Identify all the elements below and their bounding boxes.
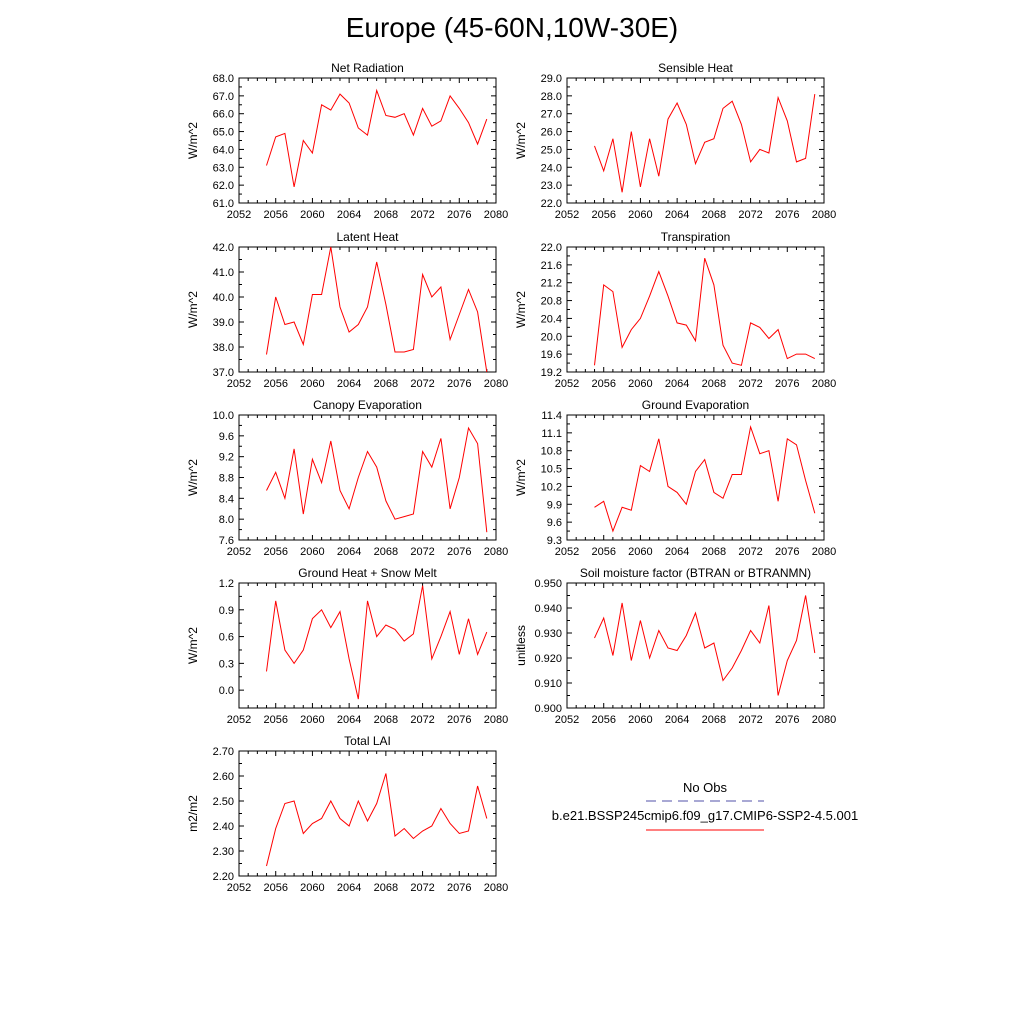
y-tick-label: 8.8: [218, 472, 234, 485]
y-axis-label: W/m^2: [514, 459, 528, 496]
plot-frame: [239, 247, 496, 372]
y-tick-label: 20.4: [540, 313, 562, 326]
x-tick-label: 2056: [263, 546, 288, 558]
y-axis-label: unitless: [514, 625, 528, 666]
x-tick-label: 2076: [775, 378, 800, 390]
y-tick-label: 41.0: [212, 267, 234, 279]
y-tick-label: 24.0: [540, 162, 562, 175]
x-tick-label: 2060: [628, 546, 653, 558]
x-tick-label: 2072: [738, 546, 763, 558]
x-tick-label: 2064: [664, 714, 690, 726]
y-tick-label: 27.0: [540, 108, 562, 121]
x-tick-label: 2068: [373, 546, 399, 558]
series-line: [267, 247, 487, 372]
y-tick-label: 0.930: [534, 628, 562, 640]
y-tick-label: 21.6: [540, 259, 562, 272]
x-tick-label: 2064: [664, 209, 690, 221]
y-tick-label: 62.0: [212, 180, 234, 193]
y-tick-label: 11.4: [541, 410, 562, 422]
panel-title: Total LAI: [344, 734, 391, 748]
x-tick-label: 2076: [447, 546, 472, 558]
x-tick-label: 2064: [664, 378, 690, 390]
y-tick-label: 10.5: [540, 463, 562, 476]
y-tick-label: 9.3: [546, 535, 562, 547]
y-tick-label: 64.0: [212, 144, 234, 157]
y-tick-label: 2.70: [212, 746, 234, 758]
y-tick-label: 20.8: [540, 295, 562, 308]
panel-title: Ground Heat + Snow Melt: [298, 566, 437, 580]
panel-4: [514, 230, 836, 390]
y-tick-label: 20.0: [540, 331, 562, 344]
x-tick-label: 2080: [811, 546, 837, 558]
x-tick-label: 2072: [410, 209, 435, 221]
panel-title: Canopy Evaporation: [313, 398, 422, 412]
panel-title: Ground Evaporation: [641, 398, 750, 412]
series-line: [267, 428, 487, 532]
y-tick-label: 0.900: [534, 703, 562, 715]
x-tick-label: 2064: [336, 209, 362, 221]
x-tick-label: 2056: [591, 209, 616, 221]
panel-1: [186, 61, 508, 221]
panel-7: [186, 566, 508, 726]
plot-frame: [239, 78, 496, 203]
x-tick-label: 2080: [483, 209, 509, 221]
y-tick-label: 2.20: [212, 871, 234, 883]
series-line: [267, 586, 487, 699]
y-tick-label: 8.0: [218, 514, 234, 527]
x-tick-label: 2052: [554, 209, 580, 221]
y-axis-label: W/m^2: [186, 122, 200, 159]
legend-obs-label: No Obs: [682, 780, 728, 795]
panel-9: [186, 734, 508, 894]
series-line: [595, 94, 815, 192]
y-tick-label: 39.0: [212, 317, 234, 329]
y-tick-label: 0.940: [534, 603, 562, 615]
x-tick-label: 2080: [811, 209, 837, 221]
y-tick-label: 25.0: [540, 144, 562, 157]
y-tick-label: 0.950: [534, 578, 562, 590]
x-tick-label: 2060: [300, 209, 325, 221]
series-line: [595, 596, 815, 696]
y-tick-label: 0.6: [218, 631, 234, 644]
x-tick-label: 2080: [811, 714, 837, 726]
y-tick-label: 63.0: [212, 162, 234, 175]
x-tick-label: 2076: [447, 882, 472, 894]
x-tick-label: 2060: [628, 378, 653, 390]
y-tick-label: 65.0: [212, 126, 234, 139]
plot-frame: [567, 583, 824, 708]
y-tick-label: 2.30: [212, 846, 234, 858]
x-tick-label: 2052: [226, 546, 252, 558]
panel-6: [514, 398, 836, 558]
x-tick-label: 2072: [410, 714, 435, 726]
y-tick-label: 10.2: [540, 481, 562, 494]
y-tick-label: 61.0: [212, 198, 234, 210]
x-tick-label: 2052: [226, 378, 252, 390]
x-tick-label: 2068: [373, 209, 399, 221]
x-tick-label: 2060: [300, 378, 325, 390]
y-tick-label: 28.0: [540, 90, 562, 103]
y-tick-label: 9.9: [546, 499, 562, 512]
x-tick-label: 2076: [447, 378, 472, 390]
series-line: [267, 774, 487, 867]
panel-title: Sensible Heat: [658, 61, 733, 75]
y-tick-label: 0.910: [534, 678, 562, 690]
x-tick-label: 2064: [336, 714, 362, 726]
x-tick-label: 2056: [591, 378, 616, 390]
x-tick-label: 2072: [738, 209, 763, 221]
x-tick-label: 2068: [701, 378, 727, 390]
panel-3: [186, 230, 508, 390]
x-tick-label: 2064: [664, 546, 690, 558]
panel-5: [186, 398, 508, 558]
x-tick-label: 2056: [263, 714, 288, 726]
plot-frame: [567, 415, 824, 540]
legend: [552, 780, 858, 830]
x-tick-label: 2072: [738, 714, 763, 726]
panel-title: Transpiration: [660, 230, 731, 244]
x-tick-label: 2060: [300, 882, 325, 894]
x-tick-label: 2064: [336, 882, 362, 894]
y-tick-label: 8.4: [218, 493, 234, 506]
y-tick-label: 23.0: [540, 180, 562, 193]
x-tick-label: 2080: [483, 714, 509, 726]
series-line: [595, 427, 815, 531]
y-tick-label: 9.6: [218, 430, 234, 443]
x-tick-label: 2076: [447, 209, 472, 221]
x-tick-label: 2068: [701, 546, 727, 558]
x-tick-label: 2080: [483, 378, 509, 390]
x-tick-label: 2072: [410, 378, 435, 390]
y-tick-label: 68.0: [212, 73, 234, 85]
x-tick-label: 2068: [701, 714, 727, 726]
y-tick-label: 11.1: [541, 427, 562, 440]
y-tick-label: 26.0: [540, 126, 562, 139]
x-tick-label: 2080: [811, 378, 837, 390]
series-line: [595, 258, 815, 365]
x-tick-label: 2072: [738, 378, 763, 390]
x-tick-label: 2072: [410, 546, 435, 558]
series-line: [267, 91, 487, 187]
x-tick-label: 2080: [483, 882, 509, 894]
y-tick-label: 22.0: [540, 242, 562, 254]
y-tick-label: 38.0: [212, 342, 234, 354]
y-tick-label: 22.0: [540, 198, 562, 210]
x-tick-label: 2060: [300, 714, 325, 726]
x-tick-label: 2052: [226, 209, 252, 221]
y-tick-label: 66.0: [212, 108, 234, 121]
x-tick-label: 2076: [447, 714, 472, 726]
x-tick-label: 2076: [775, 714, 800, 726]
x-tick-label: 2064: [336, 378, 362, 390]
y-axis-label: W/m^2: [186, 627, 200, 664]
x-tick-label: 2068: [373, 378, 399, 390]
y-tick-label: 21.2: [540, 277, 562, 290]
y-tick-label: 37.0: [212, 367, 234, 379]
y-tick-label: 0.920: [534, 653, 562, 665]
x-tick-label: 2068: [373, 714, 399, 726]
x-tick-label: 2060: [628, 209, 653, 221]
y-tick-label: 9.2: [218, 451, 234, 464]
x-tick-label: 2052: [226, 714, 252, 726]
y-tick-label: 2.60: [212, 771, 234, 783]
panel-title: Soil moisture factor (BTRAN or BTRANMN): [579, 566, 812, 580]
x-tick-label: 2060: [300, 546, 325, 558]
y-tick-label: 0.0: [218, 685, 234, 698]
y-axis-label: m2/m2: [186, 795, 200, 832]
plot-frame: [567, 78, 824, 203]
x-tick-label: 2068: [701, 209, 727, 221]
panel-2: [514, 61, 836, 221]
x-tick-label: 2064: [336, 546, 362, 558]
x-tick-label: 2060: [628, 714, 653, 726]
y-tick-label: 10.0: [212, 410, 234, 422]
y-tick-label: 2.40: [212, 821, 234, 833]
x-tick-label: 2052: [554, 378, 580, 390]
x-tick-label: 2052: [554, 546, 580, 558]
legend-model-label: b.e21.BSSP245cmip6.f09_g17.CMIP6-SSP2-4.5.001: [551, 808, 859, 823]
y-tick-label: 0.3: [218, 658, 234, 671]
y-tick-label: 29.0: [540, 73, 562, 85]
y-axis-label: W/m^2: [514, 122, 528, 159]
x-tick-label: 2076: [775, 209, 800, 221]
panels: [186, 61, 836, 894]
y-tick-label: 7.6: [218, 535, 234, 547]
y-tick-label: 40.0: [212, 292, 234, 304]
y-axis-label: W/m^2: [514, 291, 528, 328]
y-axis-label: W/m^2: [186, 291, 200, 328]
panel-8: [514, 566, 836, 726]
y-tick-label: 19.2: [540, 367, 562, 379]
x-tick-label: 2056: [263, 882, 288, 894]
panel-title: Latent Heat: [336, 230, 399, 244]
x-tick-label: 2056: [263, 378, 288, 390]
plot-frame: [239, 751, 496, 876]
y-tick-label: 2.50: [212, 796, 234, 808]
y-axis-label: W/m^2: [186, 459, 200, 496]
y-tick-label: 67.0: [212, 90, 234, 103]
x-tick-label: 2072: [410, 882, 435, 894]
x-tick-label: 2052: [226, 882, 252, 894]
y-tick-label: 19.6: [540, 349, 562, 362]
figure-title: Europe (45-60N,10W-30E): [345, 12, 679, 43]
x-tick-label: 2056: [263, 209, 288, 221]
y-tick-label: 9.6: [546, 517, 562, 530]
y-tick-label: 0.9: [218, 604, 234, 617]
x-tick-label: 2076: [775, 546, 800, 558]
x-tick-label: 2080: [483, 546, 509, 558]
x-tick-label: 2068: [373, 882, 399, 894]
x-tick-label: 2056: [591, 546, 616, 558]
x-tick-label: 2056: [591, 714, 616, 726]
y-tick-label: 10.8: [540, 445, 562, 458]
panel-title: Net Radiation: [331, 61, 404, 75]
y-tick-label: 1.2: [218, 578, 234, 590]
x-tick-label: 2052: [554, 714, 580, 726]
y-tick-label: 42.0: [212, 242, 234, 254]
